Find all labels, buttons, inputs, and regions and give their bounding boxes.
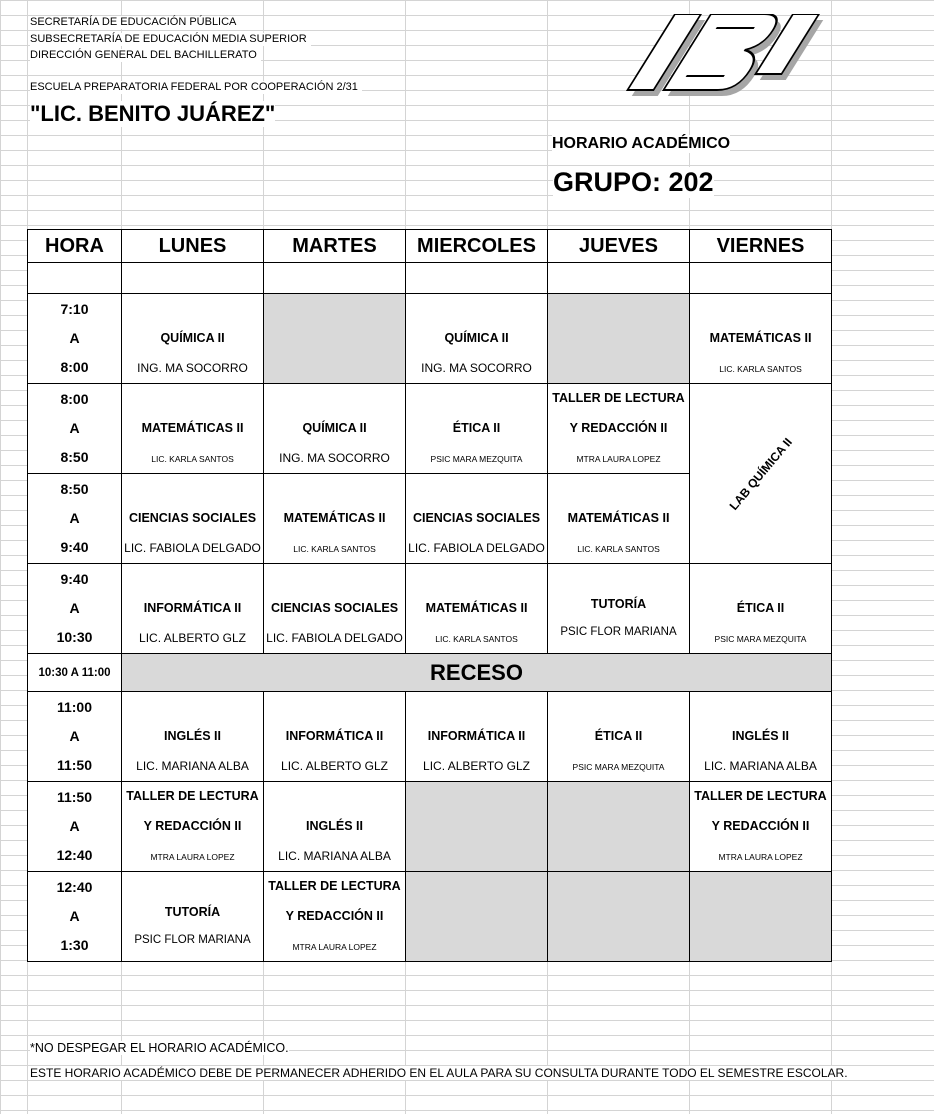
class-subject: QUÍMICA II — [302, 421, 367, 435]
school-name: "LIC. BENITO JUÁREZ" — [30, 101, 276, 126]
header-direccion: DIRECCIÓN GENERAL DEL BACHILLERATO — [30, 49, 261, 62]
time-end: 8:00 — [60, 359, 89, 375]
class-subject: MATEMÁTICAS II — [425, 601, 528, 615]
class-subject: QUÍMICA II — [160, 331, 225, 345]
time-start: 9:40 — [60, 571, 89, 587]
time-a: A — [69, 818, 80, 834]
class-subject: INFORMÁTICA II — [285, 729, 384, 743]
class-teacher: PSIC FLOR MARIANA — [560, 626, 677, 638]
class-cell — [406, 474, 548, 564]
time-a: A — [69, 728, 80, 744]
class-cell — [406, 564, 548, 654]
empty-cell — [690, 872, 832, 962]
class-teacher: LIC. KARLA SANTOS — [293, 544, 376, 554]
class-subject-line1: TALLER DE LECTURA — [268, 879, 401, 893]
time-end: 1:30 — [60, 937, 89, 953]
time-a: A — [69, 330, 80, 346]
class-subject-line2: Y REDACCIÓN II — [711, 819, 810, 833]
blank-cell — [548, 263, 690, 294]
class-teacher: PSIC MARA MEZQUITA — [430, 454, 523, 464]
footer-note-1: *NO DESPEGAR EL HORARIO ACADÉMICO. — [30, 1041, 289, 1055]
class-subject-line1: TALLER DE LECTURA — [126, 789, 259, 803]
class-cell — [122, 872, 264, 962]
class-cell — [548, 474, 690, 564]
time-start: 8:00 — [60, 391, 89, 407]
class-cell — [264, 384, 406, 474]
table-row — [28, 692, 832, 782]
class-subject: CIENCIAS SOCIALES — [270, 601, 399, 615]
col-header-jueves: JUEVES — [548, 230, 690, 263]
table-row — [28, 384, 832, 474]
class-teacher: LIC. MARIANA ALBA — [278, 849, 391, 863]
class-teacher: ING. MA SOCORRO — [421, 361, 532, 375]
class-subject: MATEMÁTICAS II — [709, 331, 812, 345]
class-subject: INGLÉS II — [164, 729, 221, 743]
blank-cell — [28, 263, 122, 294]
table-row — [28, 872, 832, 962]
blank-cell — [264, 263, 406, 294]
class-cell — [122, 564, 264, 654]
time-cell — [28, 564, 122, 654]
receso-row — [28, 654, 832, 692]
blank-cell — [406, 263, 548, 294]
receso-time: 10:30 A 11:00 — [28, 654, 122, 692]
class-cell — [690, 782, 832, 872]
class-teacher: LIC. ALBERTO GLZ — [423, 759, 530, 773]
class-teacher: LIC. FABIOLA DELGADO — [408, 541, 545, 555]
class-teacher: LIC. MARIANA ALBA — [136, 759, 249, 773]
bj-logo-icon — [615, 14, 830, 96]
empty-cell — [406, 872, 548, 962]
class-cell — [264, 692, 406, 782]
class-cell — [548, 692, 690, 782]
time-cell — [28, 294, 122, 384]
class-teacher: LIC. ALBERTO GLZ — [139, 631, 246, 645]
class-cell — [690, 294, 832, 384]
footer-note-2: ESTE HORARIO ACADÉMICO DEBE DE PERMANECER ADHERIDO EN EL AULA PARA SU CONSULTA DURANTE TODO EL SEMESTRE ESCOLAR. — [30, 1066, 848, 1080]
header-escuela: ESCUELA PREPARATORIA FEDERAL POR COOPERACIÓN 2/31 — [30, 81, 362, 94]
time-cell — [28, 384, 122, 474]
receso-label: RECESO — [122, 654, 832, 692]
schedule-table — [27, 229, 832, 962]
lab-label: LAB QUÍMICA II — [726, 434, 795, 513]
class-cell — [406, 294, 548, 384]
class-cell — [264, 782, 406, 872]
class-cell — [122, 782, 264, 872]
class-teacher: PSIC FLOR MARIANA — [134, 934, 251, 946]
class-teacher: LIC. FABIOLA DELGADO — [124, 541, 261, 555]
class-subject: TUTORÍA — [590, 597, 647, 611]
class-cell — [264, 872, 406, 962]
class-teacher: LIC. MARIANA ALBA — [704, 759, 817, 773]
class-subject: CIENCIAS SOCIALES — [412, 511, 541, 525]
class-teacher: LIC. ALBERTO GLZ — [281, 759, 388, 773]
class-subject: MATEMÁTICAS II — [567, 511, 670, 525]
time-a: A — [69, 510, 80, 526]
empty-cell — [548, 872, 690, 962]
class-cell — [122, 474, 264, 564]
class-cell — [548, 564, 690, 654]
table-row — [28, 294, 832, 384]
table-row — [28, 782, 832, 872]
class-subject-line2: Y REDACCIÓN II — [285, 909, 384, 923]
lab-cell — [690, 384, 832, 564]
class-teacher: LIC. KARLA SANTOS — [435, 634, 518, 644]
class-cell — [406, 384, 548, 474]
class-subject: INGLÉS II — [732, 729, 789, 743]
blank-cell — [690, 263, 832, 294]
class-subject: CIENCIAS SOCIALES — [128, 511, 257, 525]
class-subject: INFORMÁTICA II — [143, 601, 242, 615]
col-header-martes: MARTES — [264, 230, 406, 263]
class-subject: INGLÉS II — [306, 819, 363, 833]
time-end: 11:50 — [56, 757, 93, 773]
class-cell — [264, 474, 406, 564]
col-header-viernes: VIERNES — [690, 230, 832, 263]
blank-cell — [122, 263, 264, 294]
class-subject: MATEMÁTICAS II — [141, 421, 244, 435]
time-end: 9:40 — [60, 539, 89, 555]
time-cell — [28, 692, 122, 782]
header-subsecretaria: SUBSECRETARÍA DE EDUCACIÓN MEDIA SUPERIOR — [30, 33, 311, 46]
time-cell — [28, 782, 122, 872]
class-subject: MATEMÁTICAS II — [283, 511, 386, 525]
class-cell — [122, 294, 264, 384]
time-end: 8:50 — [60, 449, 89, 465]
empty-cell — [548, 782, 690, 872]
time-cell — [28, 474, 122, 564]
time-a: A — [69, 908, 80, 924]
class-teacher: LIC. KARLA SANTOS — [577, 544, 660, 554]
class-cell — [406, 692, 548, 782]
time-start: 12:40 — [56, 879, 93, 895]
class-subject: QUÍMICA II — [444, 331, 509, 345]
class-subject-line1: TALLER DE LECTURA — [694, 789, 827, 803]
empty-cell — [406, 782, 548, 872]
class-teacher: MTRA LAURA LOPEZ — [292, 942, 377, 952]
time-start: 8:50 — [60, 481, 89, 497]
class-teacher: ING. MA SOCORRO — [279, 451, 390, 465]
col-header-hora: HORA — [28, 230, 122, 263]
class-teacher: MTRA LAURA LOPEZ — [718, 852, 803, 862]
time-start: 11:50 — [56, 789, 93, 805]
class-cell — [264, 564, 406, 654]
class-cell — [122, 384, 264, 474]
time-end: 12:40 — [56, 847, 93, 863]
class-subject: ÉTICA II — [736, 601, 785, 615]
class-teacher: ING. MA SOCORRO — [137, 361, 248, 375]
class-subject-line2: Y REDACCIÓN II — [569, 421, 668, 435]
time-cell — [28, 872, 122, 962]
class-cell — [122, 692, 264, 782]
time-start: 7:10 — [60, 301, 89, 317]
class-cell — [690, 692, 832, 782]
table-row — [28, 564, 832, 654]
class-cell — [690, 564, 832, 654]
class-teacher: LIC. KARLA SANTOS — [151, 454, 234, 464]
time-a: A — [69, 420, 80, 436]
class-teacher: LIC. FABIOLA DELGADO — [266, 631, 403, 645]
class-teacher: MTRA LAURA LOPEZ — [576, 454, 661, 464]
header-row — [28, 230, 832, 263]
class-teacher: MTRA LAURA LOPEZ — [150, 852, 235, 862]
class-cell — [548, 384, 690, 474]
class-subject: ÉTICA II — [452, 421, 501, 435]
col-header-miercoles: MIERCOLES — [406, 230, 548, 263]
class-subject-line2: Y REDACCIÓN II — [143, 819, 242, 833]
class-subject: TUTORÍA — [164, 905, 221, 919]
time-a: A — [69, 600, 80, 616]
header-sep: SECRETARÍA DE EDUCACIÓN PÚBLICA — [30, 16, 240, 29]
blank-row — [28, 263, 832, 294]
time-start: 11:00 — [56, 699, 93, 715]
time-end: 10:30 — [56, 629, 93, 645]
empty-cell — [548, 294, 690, 384]
class-subject-line1: TALLER DE LECTURA — [552, 391, 685, 405]
class-teacher: PSIC MARA MEZQUITA — [714, 634, 807, 644]
class-subject: INFORMÁTICA II — [427, 729, 526, 743]
empty-cell — [264, 294, 406, 384]
group-label: GRUPO: 202 — [553, 167, 714, 197]
col-header-lunes: LUNES — [122, 230, 264, 263]
class-subject: ÉTICA II — [594, 729, 643, 743]
schedule-title: HORARIO ACADÉMICO — [552, 135, 731, 152]
class-teacher: LIC. KARLA SANTOS — [719, 364, 802, 374]
class-teacher: PSIC MARA MEZQUITA — [572, 762, 665, 772]
